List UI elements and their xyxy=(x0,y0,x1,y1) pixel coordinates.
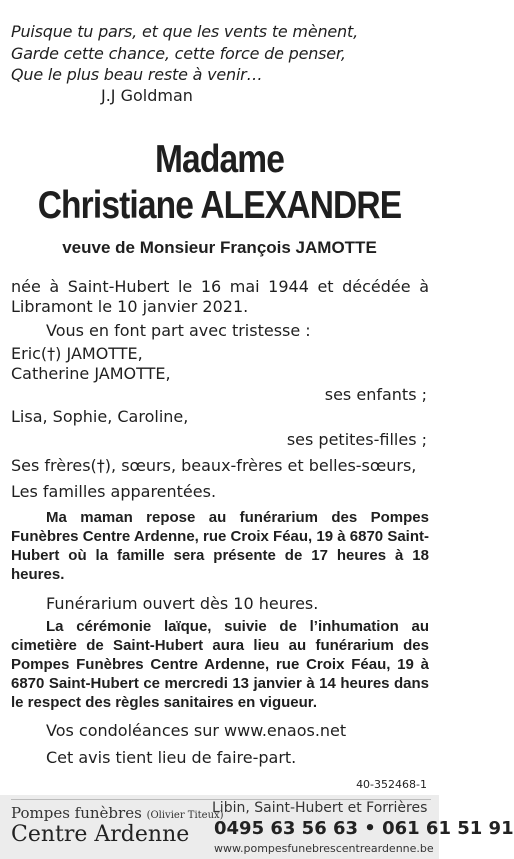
children-label: ses enfants ; xyxy=(324,385,427,404)
grandchildren-label: ses petites-filles ; xyxy=(286,430,427,449)
deceased-name: Christiane ALEXANDRE xyxy=(37,184,402,227)
child-1: Eric(†) JAMOTTE, xyxy=(11,344,143,363)
ceremony-paragraph: La cérémonie laïque, suivie de l’inhumation au cimetière de Saint-Hubert aura lieu au funérarium des Pompes Funèbres Centre Ardenne, rue Croix Féau, 19 à 6870 Saint-Hubert ce mercredi 13 janvier à 14 heures dans le respect des règles sanitaires en vigueur. xyxy=(11,618,429,711)
widow-line: veuve de Monsieur François JAMOTTE xyxy=(62,238,377,257)
rest-paragraph: Ma maman repose au funérarium des Pompes Funèbres Centre Ardenne, rue Croix Féau, 19 à 6870 Saint-Hubert où la famille sera présente de 17 heures à 18 heures. xyxy=(11,509,429,583)
families: Les familles apparentées. xyxy=(11,482,217,501)
siblings: Ses frères(†), sœurs, beaux-frères et belles-sœurs, xyxy=(11,456,417,475)
quote-line-1: Puisque tu pars, et que les vents te mènent, xyxy=(11,22,358,41)
company-prefix xyxy=(11,804,224,822)
deceased-title: Madame xyxy=(154,138,285,181)
company-owner: (Olivier Titeux) xyxy=(146,810,224,821)
quote-line-2: Garde cette chance, cette force de penser, xyxy=(11,44,346,63)
condolences: Vos condoléances sur www.enaos.net xyxy=(46,721,347,740)
child-2: Catherine JAMOTTE, xyxy=(11,364,171,383)
company-locations: Libin, Saint-Hubert et Forrières xyxy=(212,800,428,816)
reference-number: 40-352468-1 xyxy=(356,778,427,791)
birth-death-text: née à Saint-Hubert le 16 mai 1944 et décédée à Libramont le 10 janvier 2021. xyxy=(11,277,429,316)
company-phones: 0495 63 56 63 • 061 61 51 91 xyxy=(214,818,514,839)
grandchildren: Lisa, Sophie, Caroline, xyxy=(11,407,189,426)
intro-text: Vous en font part avec tristesse : xyxy=(46,321,311,340)
quote-author: J.J Goldman xyxy=(101,86,193,105)
funerarium-open: Funérarium ouvert dès 10 heures. xyxy=(46,594,319,613)
company-prefix-text: Pompes funèbres xyxy=(11,804,142,822)
notice: Cet avis tient lieu de faire-part. xyxy=(46,748,297,767)
quote-line-3: Que le plus beau reste à venir… xyxy=(11,65,263,84)
company-name: Centre Ardenne xyxy=(11,822,190,847)
company-website[interactable]: www.pompesfunebrescentreardenne.be xyxy=(214,842,434,855)
